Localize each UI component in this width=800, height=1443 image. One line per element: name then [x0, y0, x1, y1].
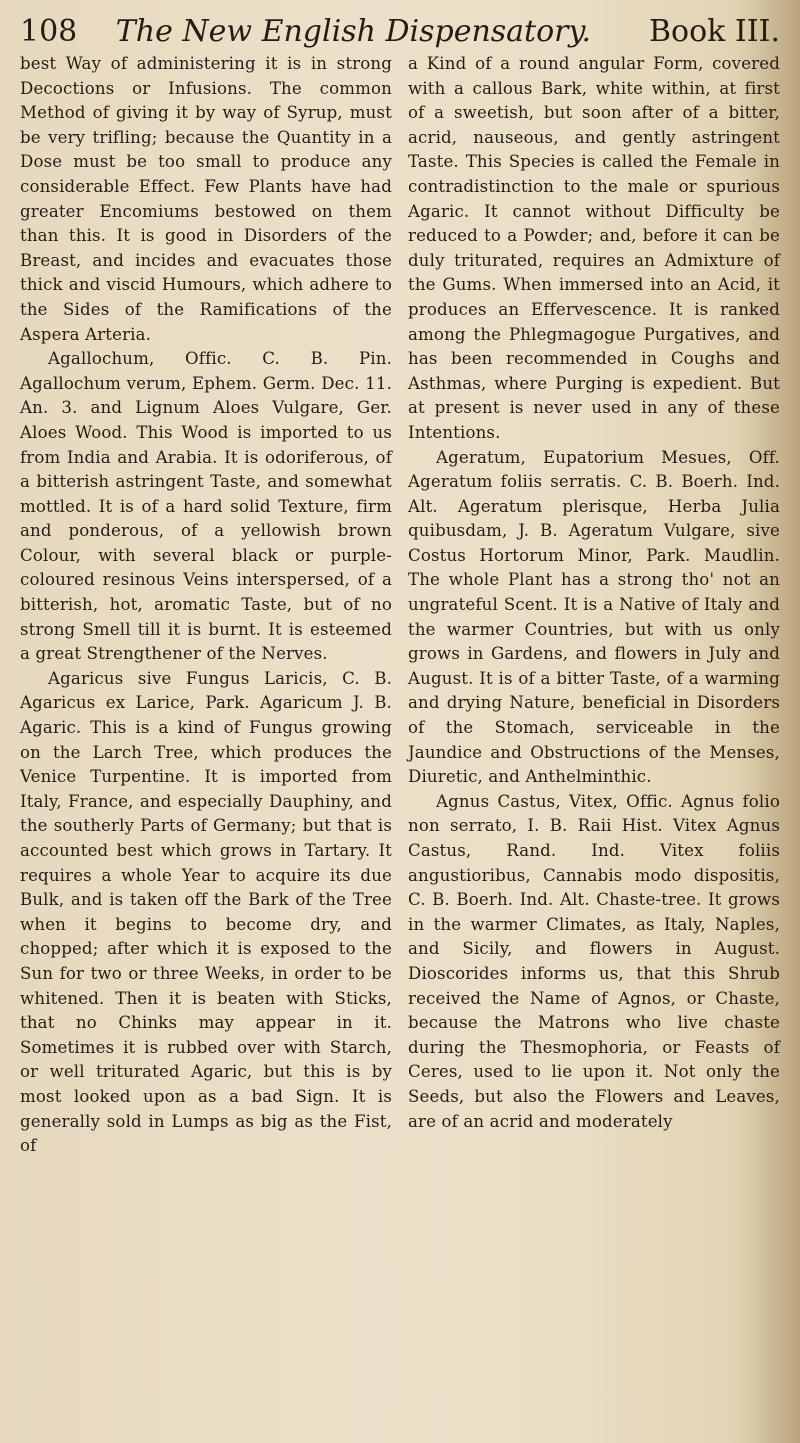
- book-label: Book III.: [649, 14, 780, 49]
- page-number: 108: [20, 14, 78, 49]
- left-column: [20, 52, 392, 1159]
- running-head: The New English Dispensatory.: [115, 14, 592, 49]
- left-paragraph-3: Agaricus sive Fungus Laricis, C. B. Agaricus ex Larice, Park. Agaricum J. B. Agaric. This is a kind of Fungus growing on the Larch Tree, which produces the Venice Turpentine. It is imported from Italy, France, and especially Dauphiny, and the southerly Parts of Germany; but that is accounted best which grows in Tartary. It requires a whole Year to acquire its due Bulk, and is taken off the Bark of the Tree when it begins to become dry, and chopped; after which it is exposed to the Sun for two or three Weeks, in order to be whitened. Then it is beaten with Sticks, that no Chinks may appear in it. Sometimes it is rubbed over with Starch, or well triturated Agaric, but this is by most looked upon as a bad Sign. It is generally sold in Lumps as big as the Fist, of: [20, 668, 392, 1156]
- page-header: [20, 12, 780, 52]
- left-paragraph-2: Agallochum, Offic. C. B. Pin. Agallochum verum, Ephem. Germ. Dec. 11. An. 3. and Lignum Aloes Vulgare, Ger. Aloes Wood. This Wood is imported to us from India and Arabia. It is odoriferous, of a bitterish astringent Taste, and somewhat mottled. It is of a hard solid Texture, firm and ponderous, of a yellowish brown Colour, with several black or purple-coloured resinous Veins interspersed, of a bitterish, hot, aromatic Taste, but of no strong Smell till it is burnt. It is esteemed a great Strengthener of the Nerves.: [20, 349, 392, 664]
- right-column: [408, 52, 780, 1159]
- text-columns: [20, 52, 780, 1159]
- right-paragraph-3: Agnus Castus, Vitex, Offic. Agnus folio non serrato, I. B. Raii Hist. Vitex Agnus Castus, Rand. Ind. Vitex foliis angustioribus, Cannabis modo dispositis, C. B. Boerh. Ind. Alt. Chaste-tree. It grows in the warmer Climates, as Italy, Naples, and Sicily, and flowers in August. Dioscorides informs us, that this Shrub received the Name of Agnos, or Chaste, because the Matrons who live chaste during the Thesmophoria, or Feasts of Ceres, used to lie upon it. Not only the Seeds, but also the Flowers and Leaves, are of an acrid and moderately: [408, 791, 780, 1131]
- left-paragraph-1: best Way of administering it is in strong Decoctions or Infusions. The common Method of giving it by way of Syrup, must be very trifling; because the Quantity in a Dose must be too small to produce any considerable Effect. Few Plants have had greater Encomiums bestowed on them than this. It is good in Disorders of the Breast, and incides and evacuates those thick and viscid Humours, which adhere to the Sides of the Ramifications of the Aspera Arteria.: [20, 54, 392, 344]
- right-paragraph-1: a Kind of a round angular Form, covered with a callous Bark, white within, at first of a sweetish, but soon after of a bitter, acrid, nauseous, and gently astringent Taste. This Species is called the Female in contradistinction to the male or spurious Agaric. It cannot without Difficulty be reduced to a Powder; and, before it can be duly triturated, requires an Admixture of the Gums. When immersed into an Acid, it produces an Effervescence. It is ranked among the Phlegmagogue Purgatives, and has been recommended in Coughs and Asthmas, where Purging is expedient. But at present is never used in any of these Intentions.: [408, 54, 780, 442]
- right-paragraph-2: Ageratum, Eupatorium Mesues, Off. Ageratum foliis serratis. C. B. Boerh. Ind. Alt. Ageratum plerisque, Herba Julia quibusdam, J. B. Ageratum Vulgare, sive Costus Hortorum Minor, Park. Maudlin. The whole Plant has a strong tho' not an ungrateful Scent. It is a Native of Italy and the warmer Countries, but with us only grows in Gardens, and flowers in July and August. It is of a bitter Taste, of a warming and drying Nature, beneficial in Disorders of the Stomach, serviceable in the Jaundice and Obstructions of the Menses, Diuretic, and Anthelminthic.: [408, 447, 780, 787]
